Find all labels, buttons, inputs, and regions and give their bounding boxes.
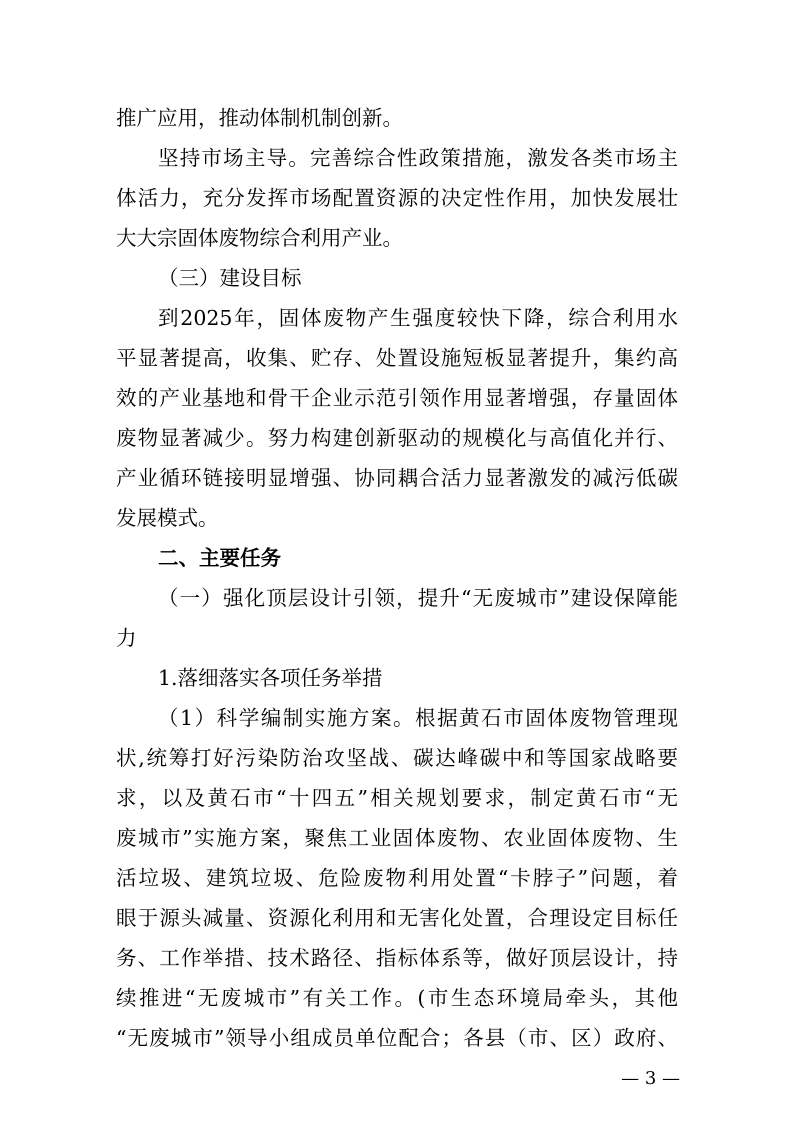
- text-line: 平显著提高，收集、贮存、处置设施短板显著提升，集约高: [116, 346, 678, 370]
- text-line: （1）科学编制实施方案。根据黄石市固体废物管理现: [158, 706, 678, 730]
- text-line: 到2025年，固体废物产生强度较快下降，综合利用水: [158, 306, 678, 330]
- text-line: 状,统筹打好污染防治攻坚战、碳达峰碳中和等国家战略要: [116, 746, 678, 770]
- text-line: 体活力，充分发挥市场配置资源的决定性作用，加快发展壮: [116, 186, 678, 210]
- text-line: 续推进“无废城市”有关工作。(市生态环境局牵头，其他: [116, 986, 678, 1010]
- text-line: 推广应用，推动体制机制创新。: [116, 106, 403, 130]
- page-number: — 3 —: [621, 1068, 680, 1089]
- subsection-heading-continuation: 力: [116, 626, 137, 650]
- paragraph-heading-line: 坚持市场主导。完善综合性政策措施，激发各类市场主: [158, 146, 678, 170]
- text-line: 效的产业基地和骨干企业示范引领作用显著增强，存量固体: [116, 386, 678, 410]
- section-heading-build-goals: （三）建设目标: [158, 266, 302, 290]
- text-line: 求，以及黄石市“十四五”相关规划要求，制定黄石市“无: [116, 786, 678, 810]
- chapter-heading-main-tasks: 二、主要任务: [158, 546, 281, 570]
- text-line: 发展模式。: [116, 506, 219, 530]
- text-line: 废物显著减少。努力构建创新驱动的规模化与高值化并行、: [116, 426, 678, 450]
- text-line: 废城市”实施方案，聚焦工业固体废物、农业固体废物、生: [116, 826, 678, 850]
- text-line: 眼于源头减量、资源化利用和无害化处置，合理设定目标任: [116, 906, 678, 930]
- text-line: “无废城市”领导小组成员单位配合；各县（市、区）政府、: [116, 1026, 678, 1050]
- text-line: 产业循环链接明显增强、协同耦合活力显著激发的减污低碳: [116, 466, 678, 490]
- text-line: 务、工作举措、技术路径、指标体系等，做好顶层设计，持: [116, 946, 678, 970]
- text-line: 大大宗固体废物综合利用产业。: [116, 226, 403, 250]
- item-heading: 1.落细落实各项任务举措: [158, 666, 383, 690]
- subsection-heading: （一）强化顶层设计引领，提升“无废城市”建设保障能: [158, 586, 678, 610]
- text-line: 活垃圾、建筑垃圾、危险废物利用处置“卡脖子”问题，着: [116, 866, 678, 890]
